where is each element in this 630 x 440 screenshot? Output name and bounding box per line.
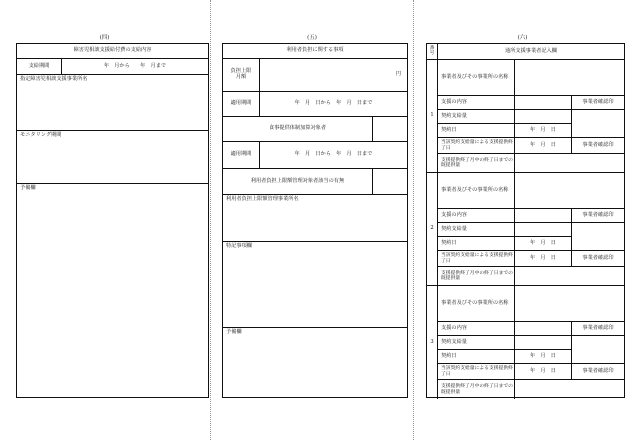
remaining-amount-field[interactable] (515, 380, 624, 399)
page-number: (四) (99, 35, 110, 41)
table-title: 通所支援事業者記入欄 (438, 44, 624, 60)
remaining-amount-label: 支援提供終了月中の終了日までの既提供量 (438, 267, 515, 285)
office-name-field[interactable] (515, 60, 624, 96)
contract-date-value[interactable]: 年 月 日 (515, 237, 572, 251)
support-content-label: 支援の内容 (438, 322, 515, 336)
confirm-stamp-label-2: 事業者確認印 (572, 251, 624, 267)
mgmt-office-label: 利用者負担上限額管理事業所名 (226, 196, 299, 202)
provider-field[interactable] (17, 75, 208, 131)
meal-label: 食事提供体制加算対象者 (223, 117, 373, 142)
end-date-value[interactable]: 年 月 日 (515, 251, 572, 267)
support-content-field[interactable] (515, 209, 572, 223)
remarks-label: 予備欄 (226, 329, 242, 335)
page-number: (五) (307, 35, 317, 41)
confirm-stamp-label-2: 事業者確認印 (572, 364, 624, 380)
office-name-label: 事業者及びその事業所の名称 (438, 286, 515, 322)
yen-unit: 円 (395, 71, 401, 78)
contract-amount-label: 契約支給量 (438, 223, 515, 237)
meal-field[interactable] (373, 117, 407, 142)
remarks-label: 予備欄 (20, 185, 36, 191)
monitoring-label: モニタリング期間 (20, 132, 62, 138)
confirm-stamp-field[interactable] (572, 223, 624, 251)
contract-amount-label: 契約支給量 (438, 110, 515, 124)
number-header: 番号 (427, 44, 438, 60)
confirm-stamp-field[interactable] (572, 110, 624, 138)
support-content-field[interactable] (515, 96, 572, 110)
remarks-field[interactable] (223, 328, 407, 397)
section-number: 2 (427, 173, 438, 285)
period-label-1: 適用期間 (223, 92, 260, 117)
end-date-value[interactable]: 年 月 日 (515, 138, 572, 154)
page-left (0, 0, 209, 440)
table-title: 利用者負担に関する事項 (223, 44, 407, 59)
period-value-2[interactable]: 年 月 日から 年 月 日まで (260, 142, 407, 169)
period-value-1[interactable]: 年 月 日から 年 月 日まで (260, 92, 407, 117)
page-middle (210, 0, 413, 440)
special-notes-field[interactable] (223, 242, 407, 328)
confirm-stamp-label: 事業者確認印 (572, 96, 624, 110)
contract-amount-field[interactable] (515, 223, 572, 237)
section-number: 3 (427, 286, 438, 399)
burden-limit-field[interactable] (260, 59, 407, 92)
end-date-label: 当該契約支給量による支援提供終了日 (438, 138, 515, 154)
burden-limit-label: 負担上限月額 (223, 59, 260, 92)
benefit-table (16, 43, 209, 398)
period-label-2: 適用期間 (223, 142, 260, 169)
office-name-label: 事業者及びその事業所の名称 (438, 60, 515, 96)
confirm-stamp-label: 事業者確認印 (572, 322, 624, 336)
period-value[interactable]: 年 月から 年 月まで (62, 59, 208, 75)
monitoring-field[interactable] (17, 131, 208, 184)
mgmt-field[interactable] (373, 169, 407, 195)
contract-date-value[interactable]: 年 月 日 (515, 124, 572, 138)
page-right (413, 0, 630, 440)
end-date-label: 当該契約支給量による支援提供終了日 (438, 364, 515, 380)
end-date-value[interactable]: 年 月 日 (515, 364, 572, 380)
contract-date-label: 契約日 (438, 124, 515, 138)
provider-entry-table (426, 43, 625, 398)
section-number: 1 (427, 60, 438, 172)
burden-table (222, 43, 408, 398)
mgmt-label: 利用者負担上限額管理対象者該当の有無 (223, 169, 373, 195)
remaining-amount-field[interactable] (515, 154, 624, 172)
provider-section (427, 286, 624, 399)
office-name-field[interactable] (515, 286, 624, 322)
end-date-label: 当該契約支給量による支援提供終了日 (438, 251, 515, 267)
contract-date-value[interactable]: 年 月 日 (515, 350, 572, 364)
provider-section (427, 60, 624, 173)
period-label: 支給期間 (17, 59, 62, 75)
provider-section (427, 173, 624, 286)
contract-date-label: 契約日 (438, 237, 515, 251)
remaining-amount-label: 支援提供終了月中の終了日までの既提供量 (438, 380, 515, 399)
support-content-field[interactable] (515, 322, 572, 336)
confirm-stamp-label: 事業者確認印 (572, 209, 624, 223)
contract-amount-label: 契約支給量 (438, 336, 515, 350)
contract-amount-field[interactable] (515, 336, 572, 350)
provider-label: 指定障害児相談支援事業所名 (20, 76, 88, 82)
remaining-amount-field[interactable] (515, 267, 624, 285)
special-notes-label: 特記事項欄 (226, 243, 252, 249)
remarks-field[interactable] (17, 184, 208, 397)
table-title: 障害児相談支援給付費の支給内容 (17, 44, 208, 59)
confirm-stamp-label-2: 事業者確認印 (572, 138, 624, 154)
confirm-stamp-field[interactable] (572, 336, 624, 364)
support-content-label: 支援の内容 (438, 209, 515, 223)
contract-amount-field[interactable] (515, 110, 572, 124)
page-number: (六) (517, 35, 528, 41)
contract-date-label: 契約日 (438, 350, 515, 364)
office-name-label: 事業者及びその事業所の名称 (438, 173, 515, 209)
support-content-label: 支援の内容 (438, 96, 515, 110)
office-name-field[interactable] (515, 173, 624, 209)
mgmt-office-field[interactable] (223, 195, 407, 242)
remaining-amount-label: 支援提供終了月中の終了日までの既提供量 (438, 154, 515, 172)
